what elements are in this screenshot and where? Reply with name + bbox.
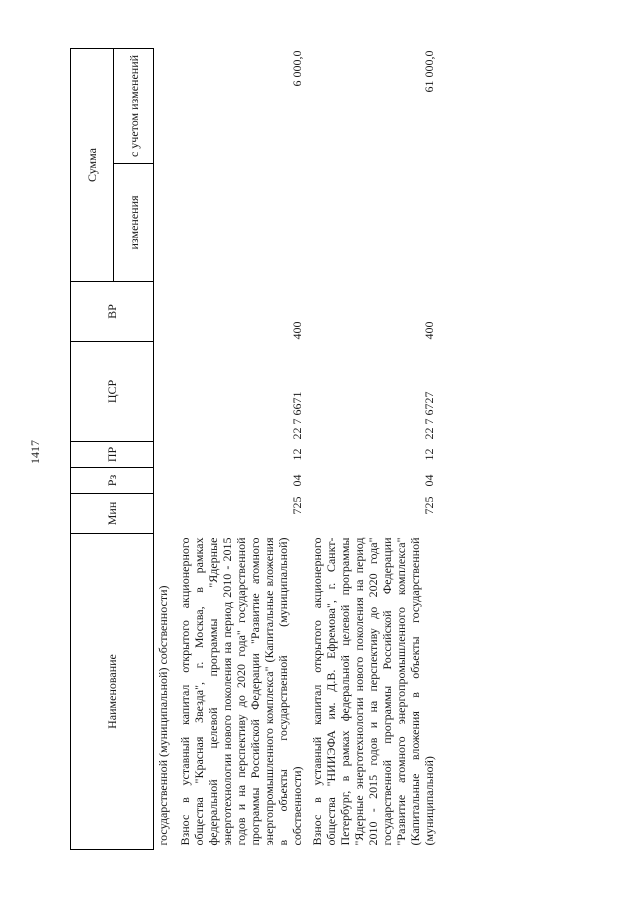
header-pr: ПР [71,442,154,468]
row-change [308,164,440,282]
row-name: Взнос в уставный капитал открытого акционерного общества "Красная Звезда", г. Москва, в рамках федеральной целевой программы "Ядерные энерготехнологии нового поколения на период 2010 - 2015 годов и на перспективу до 2020 года" государственной программы Российской Федерации "Развитие атомного энергопромышленного комплекса" (Капитальные вложения в объекты государственной (муниципальной) собственности) [178,537,304,846]
row-pr: 12 [422,448,436,461]
row-csr: 22 7 6671 [290,391,304,440]
header-csr: ЦСР [71,342,154,442]
header-min: Мин [71,494,154,534]
row-total [154,48,177,163]
table-row [176,48,308,849]
row-change [154,164,177,282]
row-csr [154,342,177,442]
page-number: 1417 [28,440,42,464]
row-min: 725 [422,496,436,515]
row-total: 6 000,0 [290,50,304,87]
header-name: Наименование [71,534,154,850]
table-row [154,48,177,849]
row-name: государственной (муниципальной) собственности) [156,585,170,846]
header-change: изменения [114,164,154,282]
row-rz [154,468,177,494]
row-rz: 04 [422,474,436,487]
header-rz: Рз [71,468,154,494]
row-vr: 400 [422,321,436,340]
row-pr [154,442,177,468]
header-vr: ВР [71,282,154,342]
row-csr: 22 7 6727 [422,391,436,440]
row-vr [154,282,177,342]
row-name: Взнос в уставный капитал открытого акционерного общества "НИИЭФА им. Д.В. Ефремова", г. Санкт-Петербург, в рамках федеральной целевой программы "Ядерные энерготехнологии нового поколения на период 2010 - 2015 годов и на перспективу до 2020 года" государственной программы Российской Федерации "Развитие атомного энергопромышленного комплекса" (Капитальные вложения в объекты государственной (муниципальной) [310,537,436,846]
row-change [176,164,308,282]
row-vr: 400 [290,321,304,340]
row-min: 725 [290,496,304,515]
row-min [154,494,177,534]
budget-allocation-table [70,48,440,850]
row-total: 61 000,0 [422,50,436,93]
header-with-changes: с учетом изменений [114,48,154,163]
row-rz: 04 [290,474,304,487]
header-sum: Сумма [71,48,114,281]
row-pr: 12 [290,448,304,461]
table-row [308,48,440,849]
table-header [71,48,154,849]
